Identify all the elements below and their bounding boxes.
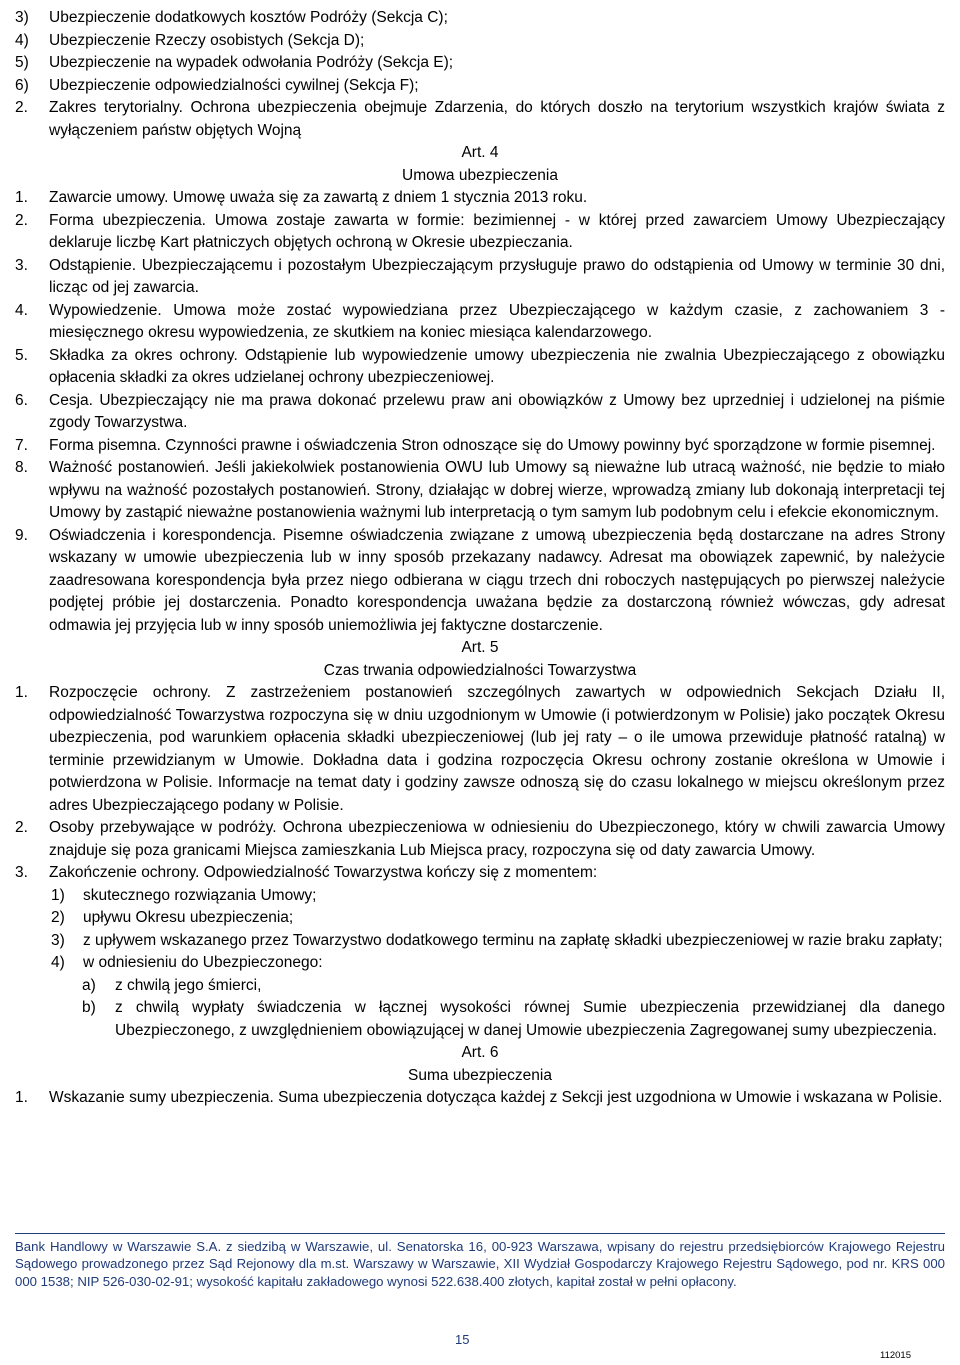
paragraph: 1. Rozpoczęcie ochrony. Z zastrzeżeniem postanowień szczególnych zawartych w odpowiednich Sekcjach Działu II, odpowiedzialność Towarzystwa rozpoczyna się w dniu uzgodnionym w Umowie (i potwierdzonym w Polisie) jako początek Okresu ubezpieczenia, pod warunkiem opłacenia składki ubezpieczeniowej (lub jej raty – o ile umowa przewiduje płatność ratalną) w terminie przewidzianym w Umowie. Dokładna data i godzina rozpoczęcia Okresu ochrony zostanie określona w Umowie i potwierdzona w Polisie. Informacje na temat daty i godziny zawsze odnoszą się do czasu lokalnego w miejscu określonym przez adres Ubezpieczającego podany w Polisie.: [15, 684, 945, 814]
sub-sub-list-item: b) z chwilą wypłaty świadczenia w łącznej wysokości równej Sumie ubezpieczenia przewidzianej dla danego Ubezpieczonego, z uwzględnieniem obowiązującej w danej Umowie ubezpieczenia Zagregowanej sumy ubezpieczenia.: [82, 999, 945, 1039]
paragraph: 8. Ważność postanowień. Jeśli jakiekolwiek postanowienia OWU lub Umowy są nieważne lub utracą ważność, nie będzie to miało wpływu na ważność pozostałych postanowień. Strony, działając w dobrej wierze, wprowadzą zmiany lub dokonają interpretacji tej Umowy by zastąpić nieważne postanowienia ważnymi lub interpretacją o tym samym lub podobnym celu i efekcie ekonomicznym.: [15, 459, 945, 521]
sub-sub-list-item: a) z chwilą jego śmierci,: [82, 976, 262, 994]
page-number: 15: [455, 1332, 470, 1347]
paragraph: 1. Wskazanie sumy ubezpieczenia. Suma ubezpieczenia dotycząca każdej z Sekcji jest uzgodniona w Umowie i wskazana w Polisie.: [15, 1089, 943, 1106]
paragraph: 5. Składka za okres ochrony. Odstąpienie lub wypowiedzenie umowy ubezpieczenia nie zwalnia Ubezpieczającego z obowiązku opłacenia składki za okres udzielanej ochrony ubezpieczeniowej.: [15, 346, 945, 386]
footer-legal-text: Bank Handlowy w Warszawie S.A. z siedzibą w Warszawie, ul. Senatorska 16, 00-923 Warszawa, wpisany do rejestru przedsiębiorców Krajowego Rejestru Sądowego prowadzonego przez Sąd Rejonowy dla m.st. Warszawy w Warszawie, XII Wydział Gospodarczy Krajowego Rejestru Sądowego, pod nr. KRS 000 000 1538; NIP 526-030-02-91; wysokość kapitału zakładowego wynosi 522.638.400 złotych, kapitał został w pełni opłacony.: [15, 1239, 945, 1289]
sub-list-item: 1) skutecznego rozwiązania Umowy;: [51, 886, 317, 904]
paragraph: 1. Zawarcie umowy. Umowę uważa się za zawartą z dniem 1 stycznia 2013 roku.: [15, 189, 588, 206]
sub-list-item: 2) upływu Okresu ubezpieczenia;: [51, 909, 294, 926]
article-heading: Art. 4: [461, 144, 499, 161]
list-item: 6) Ubezpieczenie odpowiedzialności cywilnej (Sekcja F);: [15, 76, 419, 94]
list-item: 3) Ubezpieczenie dodatkowych kosztów Podróży (Sekcja C);: [15, 9, 448, 26]
paragraph: 7. Forma pisemna. Czynności prawne i oświadczenia Stron odnoszące się do Umowy powinny być sporządzone w formie pisemnej.: [15, 436, 936, 454]
paragraph-zakres: 2. Zakres terytorialny. Ochrona ubezpieczenia obejmuje Zdarzenia, do których doszło na terytorium wszystkich krajów świata z wyłączeniem państw objętych Wojną: [15, 99, 945, 139]
paragraph: 2. Forma ubezpieczenia. Umowa zostaje zawarta w formie: bezimiennej - w której przed zawarciem Umowy Ubezpieczający deklaruje liczbę Kart płatniczych objętych ochroną w Okresie ubezpieczania.: [15, 211, 945, 251]
document-code: 112015: [880, 1350, 911, 1361]
paragraph: 4. Wypowiedzenie. Umowa może zostać wypowiedziana przez Ubezpieczającego w każdym czasie, z zachowaniem 3 - miesięcznego okresu wypowiedzenia, ze skutkiem na koniec miesiąca kalendarzowego.: [15, 301, 945, 341]
sub-list-item: 3) z upływem wskazanego przez Towarzystwo dodatkowego terminu na zapłatę składki ubezpieczeniowej w razie braku zapłaty;: [51, 931, 943, 949]
paragraph: 6. Cesja. Ubezpieczający nie ma prawa dokonać przelewu praw ani obowiązków z Umowy bez uprzedniej i udzielonej na piśmie zgody Towarzystwa.: [15, 391, 945, 431]
document-body: [15, 7, 945, 1110]
article-title: Czas trwania odpowiedzialności Towarzystwa: [323, 661, 637, 679]
article-heading: Art. 5: [461, 639, 499, 656]
article-heading: Art. 6: [461, 1044, 499, 1061]
article-title: Suma ubezpieczenia: [408, 1066, 552, 1084]
paragraph: 9. Oświadczenia i korespondencja. Pisemne oświadczenia związane z umową ubezpieczenia będą dostarczane na adres Strony wskazany w umowie ubezpieczenia lub w inny sposób przekazany nadawcy. Adresat ma obowiązek zapewnić, by należycie zaadresowana korespondencja była przez niego odbierana w ciągu trzech dni roboczych następujących po pierwszej należycie podjętej próbie jej dostarczenia. Ponadto korespondencja uważana będzie za dostarczoną również wówczas, gdy adresat odmawia jej przyjęcia lub w inny sposób uniemożliwia jej faktyczne dostarczenie.: [15, 526, 945, 634]
paragraph: 3. Zakończenie ochrony. Odpowiedzialność Towarzystwa kończy się z momentem:: [15, 864, 598, 881]
list-item: 4) Ubezpieczenie Rzeczy osobistych (Sekcja D);: [15, 31, 365, 49]
article-title: Umowa ubezpieczenia: [402, 166, 558, 184]
footer-divider: [15, 1233, 945, 1234]
sub-list-item: 4) w odniesieniu do Ubezpieczonego:: [51, 954, 323, 971]
paragraph: 2. Osoby przebywające w podróży. Ochrona ubezpieczeniowa w odniesieniu do Ubezpieczonego, który w chwili zawarcia Umowy znajduje się poza granicami Miejsca zamieszkania Lub Miejsca pracy, rozpoczyna się od daty zawarcia Umowy.: [15, 819, 945, 859]
paragraph: 3. Odstąpienie. Ubezpieczającemu i pozostałym Ubezpieczającym przysługuje prawo do odstąpienia od Umowy w terminie 30 dni, licząc od jej zawarcia.: [15, 256, 945, 296]
list-item: 5) Ubezpieczenie na wypadek odwołania Podróży (Sekcja E);: [15, 54, 454, 71]
